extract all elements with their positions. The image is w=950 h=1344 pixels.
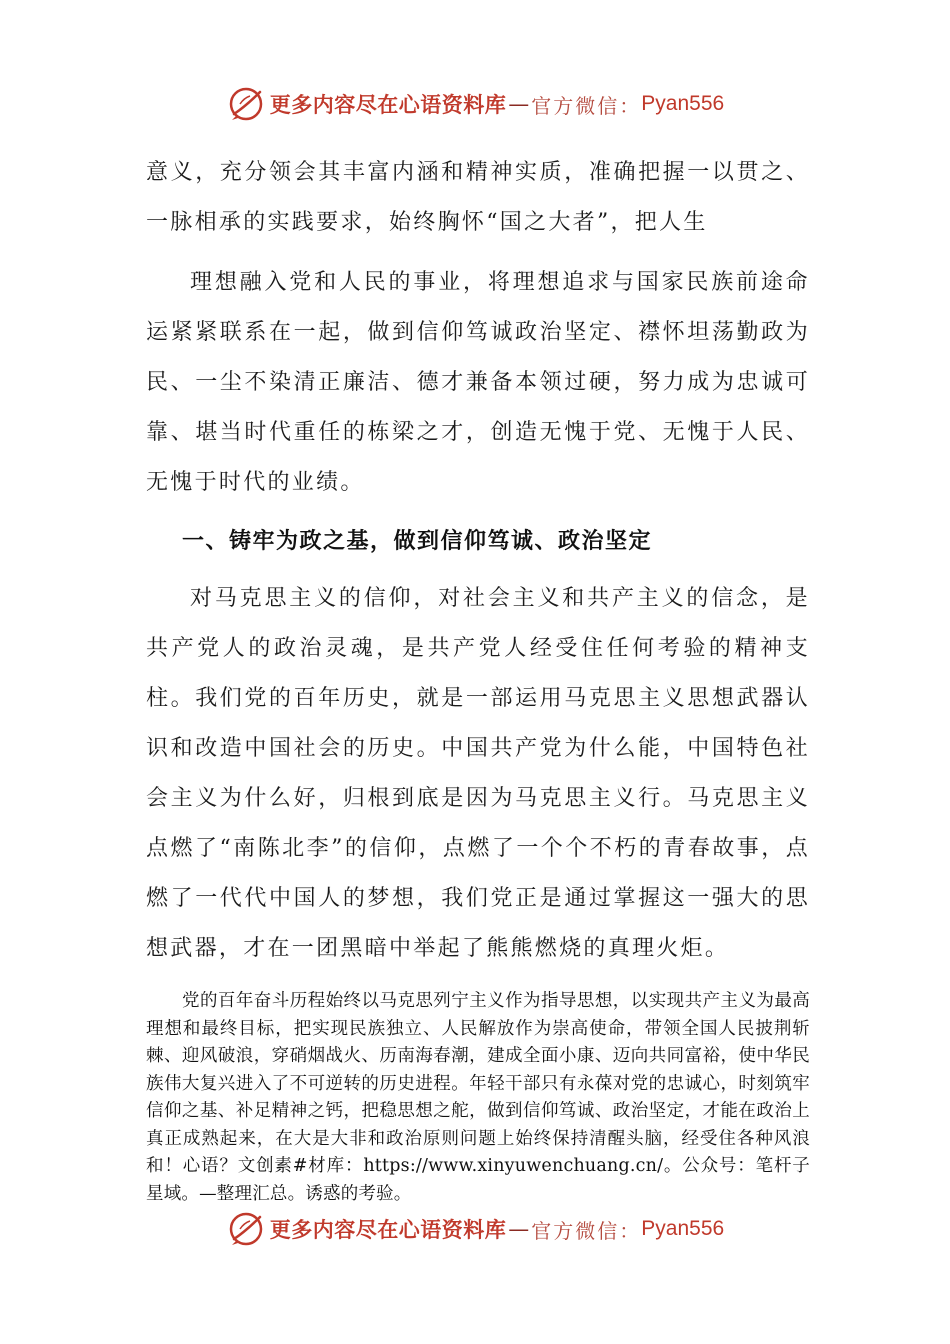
paragraph-continued: 意义，充分领会其丰富内涵和精神实质，准确把握一以贯之、一脉相承的实践要求，始终胸怀“国之大者”，把人生 — [146, 160, 810, 235]
pen-logo-icon — [226, 1209, 266, 1249]
banner-separator: — — [508, 1217, 530, 1241]
banner-wechat-id: Pyan556 — [641, 1217, 725, 1240]
banner-brand-text: 更多内容尽在心语资料库 — [269, 1217, 507, 1242]
banner-wechat-id: Pyan556 — [641, 92, 725, 115]
pen-logo-icon — [226, 84, 266, 124]
document-body — [146, 148, 810, 1226]
section-heading: 一、铸牢为政之基，做到信仰笃诚、政治坚定 — [182, 528, 653, 554]
header-banner — [0, 82, 950, 126]
banner-brand-text: 更多内容尽在心语资料库 — [269, 92, 507, 117]
paragraph-ideals: 理想融入党和人民的事业，将理想追求与国家民族前途命运紧紧联系在一起，做到信仰笃诚政治坚定、襟怀坦荡勤政为民、一尘不染清正廉洁、德才兼备本领过硬，努力成为忠诚可靠、堪当时代重任的栋梁之才，创造无愧于党、无愧于人民、无愧于时代的业绩。 — [146, 270, 810, 495]
paragraph-marxism: 对马克思主义的信仰，对社会主义和共产主义的信念，是共产党人的政治灵魂，是共产党人经受住任何考验的精神支柱。我们党的百年历史，就是一部运用马克思主义思想武器认识和改造中国社会的历史。中国共产党为什么能，中国特色社会主义为什么好，归根到底是因为马克思主义行。马克思主义点燃了“南陈北李”的信仰，点燃了一个个不朽的青春故事，点燃了一代代中国人的梦想，我们党正是通过掌握这一强大的思想武器，才在一团黑暗中举起了熊熊燃烧的真理火炬。 — [146, 586, 810, 961]
footer-banner — [0, 1207, 950, 1251]
banner-wechat-label: 官方微信： — [531, 1218, 642, 1243]
banner-wechat-label: 官方微信： — [531, 93, 642, 118]
banner-separator: — — [508, 92, 530, 116]
paragraph-party-history: 党的百年奋斗历程始终以马克思列宁主义作为指导思想，以实现共产主义为最高理想和最终目标，把实现民族独立、人民解放作为崇高使命，带领全国人民披荆斩棘、迎风破浪，穿硝烟战火、历南海春潮，建成全面小康、迈向共同富裕，使中华民族伟大复兴进入了不可逆转的历史进程。年轻干部只有永葆对党的忠诚心，时刻筑牢信仰之基、补足精神之钙，把稳思想之舵，做到信仰笃诚、政治坚定，才能在政治上真正成熟起来，在大是大非和政治原则问题上始终保持清醒头脑，经受住各种风浪和！心语？文创素#材库：https://www.xinyuwenchuang.cn/。公众号：笔杆子星域。—整理汇总。诱惑的考验。 — [146, 991, 810, 1204]
